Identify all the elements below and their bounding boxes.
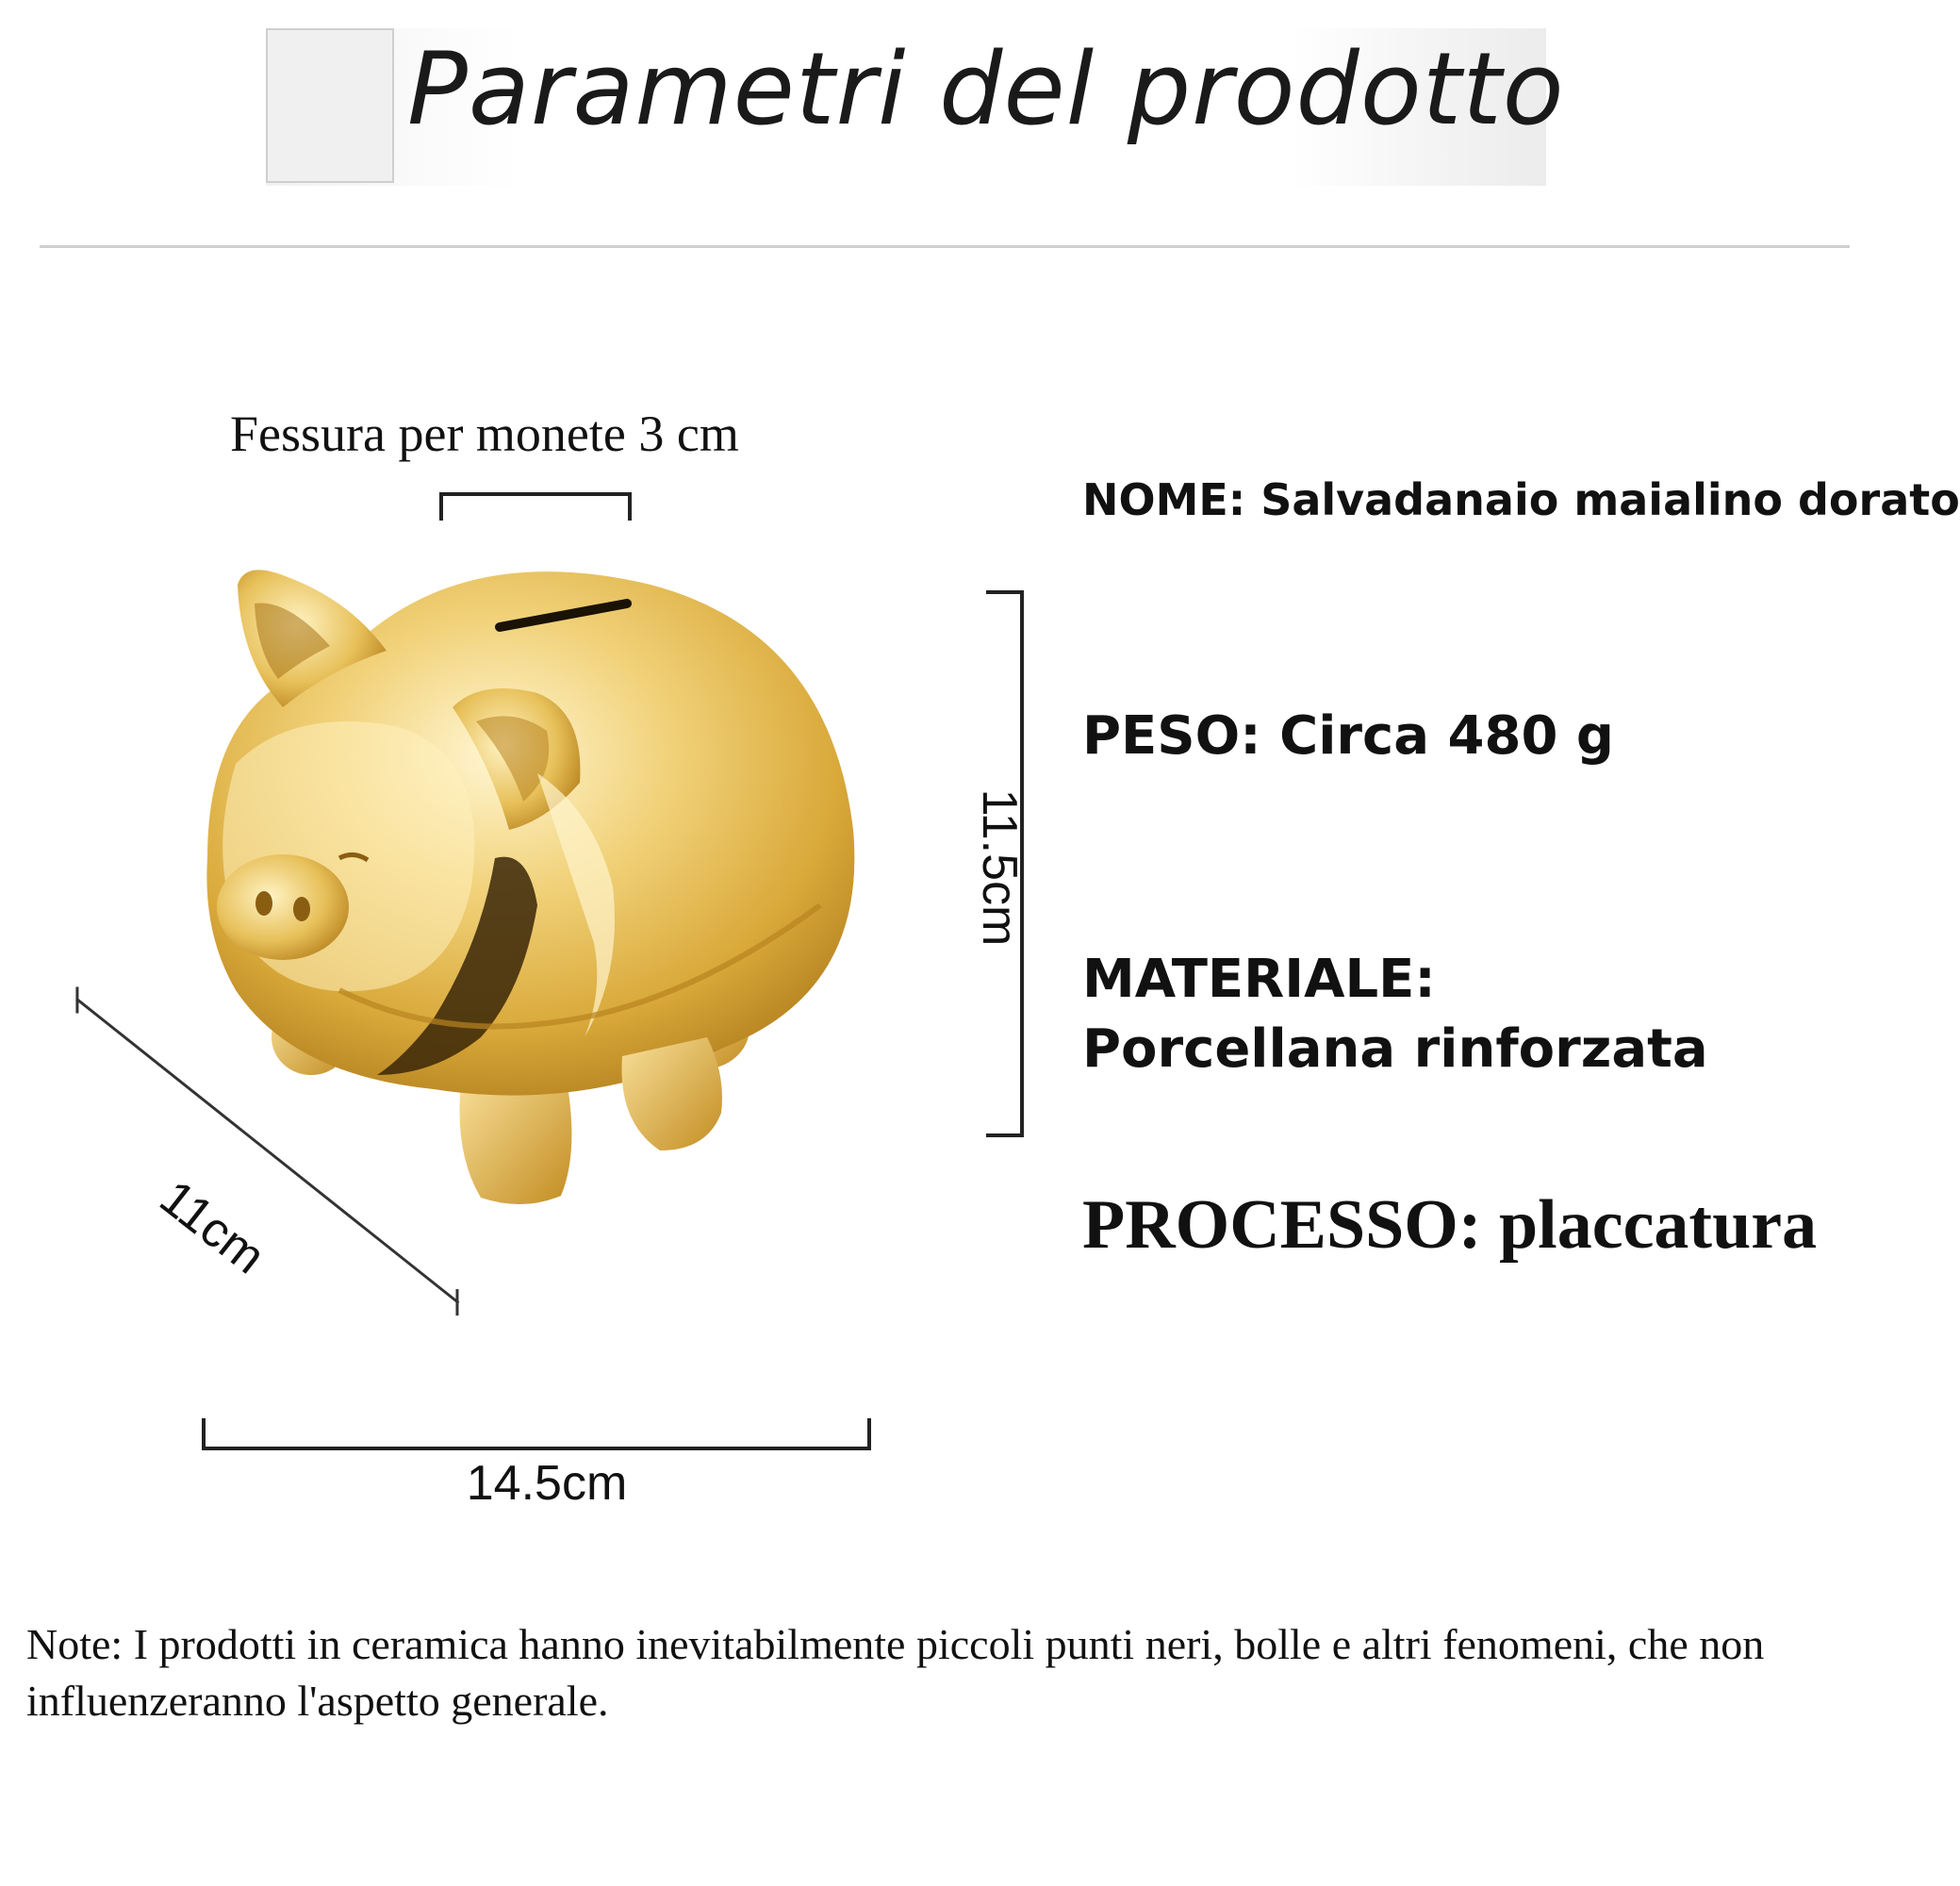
spec-material-label: MATERIALE: [1082,949,1436,1010]
spec-process [1082,1183,1817,1267]
coin-slot-dimension: Fessura per monete 3 cm [230,405,739,462]
depth-dimension: 11cm [149,1169,275,1285]
product-note: Note: I prodotti in ceramica hanno inevitabilmente piccoli punti neri, bolle e altri fenomeni, che non influenzeranno l'aspetto generale. [26,1620,1765,1725]
depth-tick-start [75,986,78,1013]
front-right-leg [622,1037,723,1150]
spec-material-value: Porcellana rinforzata [1082,1018,1708,1080]
spec-weight-value: Circa 480 g [1279,705,1615,767]
height-dimension: 11.5cm [972,788,1027,947]
page-title: Parametri del prodotto [407,31,1565,147]
piggy-bank-image [151,547,886,1226]
spec-weight [1082,703,1614,769]
depth-tick-end [455,1289,458,1315]
spec-process-value: placcatura [1499,1186,1818,1264]
spec-material [1082,945,1761,1084]
spec-process-label: PROCESSO: [1082,1186,1482,1264]
coin-slot-bracket [439,492,632,521]
spec-weight-label: PESO: [1082,705,1261,767]
header-square [266,28,394,183]
spec-name-label: NOME: [1082,474,1246,525]
width-bracket [202,1418,871,1450]
snout [217,854,349,960]
nostril-left [255,891,272,916]
header-divider [40,245,1850,248]
width-dimension: 14.5cm [466,1456,628,1511]
nostril-right [293,897,310,921]
spec-name-value: Salvadanaio maialino dorato [1260,474,1960,525]
spec-name [1082,472,1960,528]
